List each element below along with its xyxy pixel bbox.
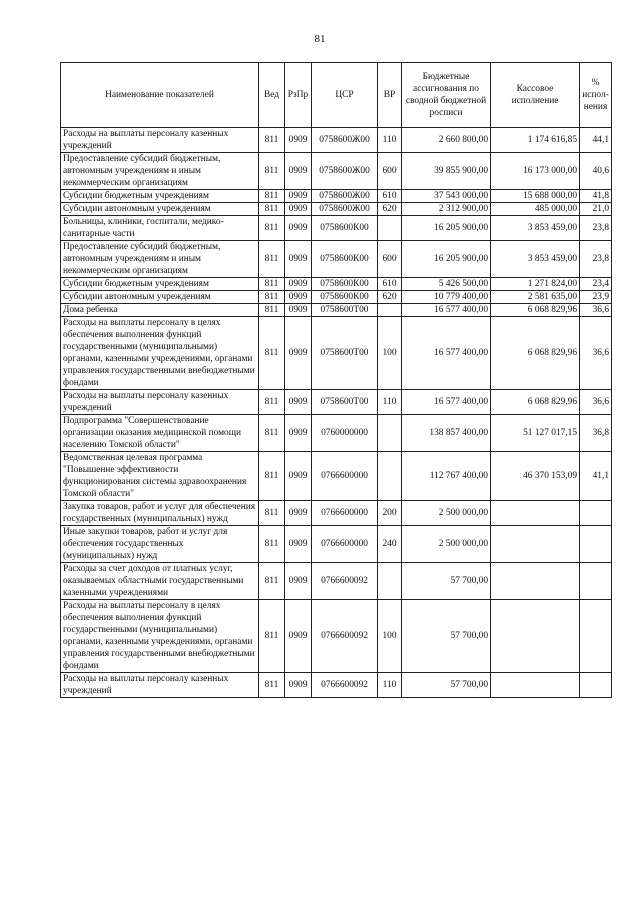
table-row xyxy=(61,291,612,304)
cell-csr: 0766600092 xyxy=(312,563,378,600)
cell-name: Подпрограмма "Совершенствование организации оказания медицинской помощи населению Томской области" xyxy=(61,415,259,452)
cell-rzpr: 0909 xyxy=(285,203,312,216)
cell-pct: 36,6 xyxy=(580,390,612,415)
cell-vr: 110 xyxy=(378,390,402,415)
cell-cash: 51 127 017,15 xyxy=(491,415,580,452)
cell-rzpr: 0909 xyxy=(285,278,312,291)
header-cash: Кассовое исполнение xyxy=(491,63,580,128)
cell-rzpr: 0909 xyxy=(285,317,312,390)
cell-pct: 36,8 xyxy=(580,415,612,452)
cell-csr: 0758600К00 xyxy=(312,278,378,291)
cell-name: Субсидии автономным учреждениям xyxy=(61,291,259,304)
cell-budget: 112 767 400,00 xyxy=(402,452,491,501)
cell-csr: 0766600000 xyxy=(312,452,378,501)
cell-name: Расходы за счет доходов от платных услуг, оказываемых областными государственными казенными учреждениями xyxy=(61,563,259,600)
cell-name: Расходы на выплаты персоналу в целях обеспечения выполнения функций государственными (муниципальными) органами, казенными учреждениями, органами управления государственными внебюджетными фондами xyxy=(61,317,259,390)
cell-budget: 16 577 400,00 xyxy=(402,390,491,415)
cell-ved: 811 xyxy=(259,203,285,216)
cell-budget: 2 660 800,00 xyxy=(402,128,491,153)
cell-name: Иные закупки товаров, работ и услуг для обеспечения государственных (муниципальных) нужд xyxy=(61,526,259,563)
table-row xyxy=(61,390,612,415)
cell-vr: 620 xyxy=(378,203,402,216)
cell-vr: 610 xyxy=(378,278,402,291)
cell-rzpr: 0909 xyxy=(285,600,312,673)
cell-ved: 811 xyxy=(259,452,285,501)
cell-vr: 110 xyxy=(378,673,402,698)
cell-cash: 6 068 829,96 xyxy=(491,317,580,390)
cell-vr: 100 xyxy=(378,600,402,673)
cell-pct xyxy=(580,563,612,600)
cell-vr: 610 xyxy=(378,190,402,203)
table-header-row xyxy=(61,63,612,128)
cell-vr: 600 xyxy=(378,153,402,190)
table-row xyxy=(61,526,612,563)
cell-csr: 0758600Т00 xyxy=(312,317,378,390)
table-row xyxy=(61,452,612,501)
cell-vr xyxy=(378,216,402,241)
cell-ved: 811 xyxy=(259,304,285,317)
table-row xyxy=(61,241,612,278)
cell-rzpr: 0909 xyxy=(285,241,312,278)
cell-rzpr: 0909 xyxy=(285,501,312,526)
cell-csr: 0766600092 xyxy=(312,673,378,698)
cell-rzpr: 0909 xyxy=(285,415,312,452)
cell-name: Расходы на выплаты персоналу в целях обеспечения выполнения функций государственными (муниципальными) органами, казенными учреждениями, органами управления государственными внебюджетными фондами xyxy=(61,600,259,673)
cell-pct: 41,1 xyxy=(580,452,612,501)
cell-cash: 46 370 153,09 xyxy=(491,452,580,501)
cell-ved: 811 xyxy=(259,153,285,190)
cell-budget: 2 500 000,00 xyxy=(402,501,491,526)
cell-vr xyxy=(378,304,402,317)
cell-csr: 0758600Ж00 xyxy=(312,128,378,153)
cell-budget: 138 857 400,00 xyxy=(402,415,491,452)
cell-cash xyxy=(491,563,580,600)
cell-budget: 16 205 900,00 xyxy=(402,241,491,278)
cell-cash xyxy=(491,600,580,673)
cell-cash: 6 068 829,96 xyxy=(491,390,580,415)
cell-pct: 36,6 xyxy=(580,304,612,317)
cell-vr: 600 xyxy=(378,241,402,278)
cell-pct: 41,8 xyxy=(580,190,612,203)
cell-rzpr: 0909 xyxy=(285,390,312,415)
cell-cash: 3 853 459,00 xyxy=(491,216,580,241)
cell-budget: 57 700,00 xyxy=(402,563,491,600)
table-row xyxy=(61,128,612,153)
cell-name: Субсидии бюджетным учреждениям xyxy=(61,278,259,291)
cell-rzpr: 0909 xyxy=(285,216,312,241)
cell-budget: 5 426 500,00 xyxy=(402,278,491,291)
table-row xyxy=(61,600,612,673)
cell-ved: 811 xyxy=(259,501,285,526)
table-row xyxy=(61,673,612,698)
cell-pct: 21,0 xyxy=(580,203,612,216)
cell-budget: 57 700,00 xyxy=(402,673,491,698)
cell-name: Расходы на выплаты персоналу казенных учреждений xyxy=(61,673,259,698)
cell-rzpr: 0909 xyxy=(285,563,312,600)
cell-budget: 39 855 900,00 xyxy=(402,153,491,190)
table-row xyxy=(61,415,612,452)
cell-cash: 1 174 616,85 xyxy=(491,128,580,153)
cell-pct: 44,1 xyxy=(580,128,612,153)
cell-name: Расходы на выплаты персоналу казенных учреждений xyxy=(61,390,259,415)
cell-name: Дома ребенка xyxy=(61,304,259,317)
cell-pct: 23,8 xyxy=(580,241,612,278)
header-ved: Вед xyxy=(259,63,285,128)
table-row xyxy=(61,216,612,241)
cell-csr: 0758600К00 xyxy=(312,241,378,278)
cell-vr: 620 xyxy=(378,291,402,304)
cell-name: Ведомственная целевая программа "Повышение эффективности функционирования системы здравоохранения Томской области" xyxy=(61,452,259,501)
cell-budget: 37 543 000,00 xyxy=(402,190,491,203)
table-row xyxy=(61,501,612,526)
cell-csr: 0766600000 xyxy=(312,501,378,526)
cell-pct xyxy=(580,526,612,563)
table-row xyxy=(61,190,612,203)
cell-csr: 0758600Ж00 xyxy=(312,190,378,203)
header-name: Наименование показателей xyxy=(61,63,259,128)
cell-pct xyxy=(580,600,612,673)
header-rzpr: РзПр xyxy=(285,63,312,128)
cell-vr: 110 xyxy=(378,128,402,153)
table-row xyxy=(61,317,612,390)
table-row xyxy=(61,153,612,190)
cell-csr: 0766600000 xyxy=(312,526,378,563)
cell-ved: 811 xyxy=(259,291,285,304)
cell-rzpr: 0909 xyxy=(285,190,312,203)
cell-budget: 57 700,00 xyxy=(402,600,491,673)
cell-csr: 0758600Т00 xyxy=(312,304,378,317)
cell-cash xyxy=(491,501,580,526)
cell-vr: 240 xyxy=(378,526,402,563)
cell-pct xyxy=(580,673,612,698)
cell-cash xyxy=(491,526,580,563)
cell-budget: 2 312 900,00 xyxy=(402,203,491,216)
header-budget: Бюджетные ассигнования по сводной бюджетной росписи xyxy=(402,63,491,128)
cell-ved: 811 xyxy=(259,673,285,698)
cell-vr xyxy=(378,563,402,600)
cell-rzpr: 0909 xyxy=(285,452,312,501)
cell-ved: 811 xyxy=(259,216,285,241)
cell-rzpr: 0909 xyxy=(285,153,312,190)
table-row xyxy=(61,278,612,291)
cell-ved: 811 xyxy=(259,600,285,673)
cell-cash: 1 271 824,00 xyxy=(491,278,580,291)
table-row xyxy=(61,304,612,317)
cell-pct: 36,6 xyxy=(580,317,612,390)
cell-budget: 16 577 400,00 xyxy=(402,317,491,390)
cell-ved: 811 xyxy=(259,390,285,415)
cell-cash: 2 581 635,00 xyxy=(491,291,580,304)
cell-rzpr: 0909 xyxy=(285,304,312,317)
cell-rzpr: 0909 xyxy=(285,526,312,563)
cell-pct xyxy=(580,501,612,526)
header-pct: % испол- нения xyxy=(580,63,612,128)
cell-name: Субсидии бюджетным учреждениям xyxy=(61,190,259,203)
cell-csr: 0758600Ж00 xyxy=(312,153,378,190)
cell-csr: 0758600К00 xyxy=(312,216,378,241)
cell-name: Закупка товаров, работ и услуг для обеспечения государственных (муниципальных) нужд xyxy=(61,501,259,526)
cell-budget: 10 779 400,00 xyxy=(402,291,491,304)
cell-pct: 23,9 xyxy=(580,291,612,304)
cell-cash: 3 853 459,00 xyxy=(491,241,580,278)
cell-name: Субсидии автономным учреждениям xyxy=(61,203,259,216)
cell-budget: 16 205 900,00 xyxy=(402,216,491,241)
cell-ved: 811 xyxy=(259,128,285,153)
cell-csr: 0766600092 xyxy=(312,600,378,673)
cell-rzpr: 0909 xyxy=(285,128,312,153)
cell-name: Предоставление субсидий бюджетным, автономным учреждениям и иным некоммерческим организациям xyxy=(61,241,259,278)
table-row xyxy=(61,563,612,600)
cell-csr: 0760000000 xyxy=(312,415,378,452)
cell-name: Больницы, клиники, госпитали, медико-санитарные части xyxy=(61,216,259,241)
cell-ved: 811 xyxy=(259,278,285,291)
cell-ved: 811 xyxy=(259,317,285,390)
cell-rzpr: 0909 xyxy=(285,673,312,698)
table-row xyxy=(61,203,612,216)
cell-csr: 0758600Ж00 xyxy=(312,203,378,216)
header-vr: ВР xyxy=(378,63,402,128)
cell-cash: 6 068 829,96 xyxy=(491,304,580,317)
cell-cash: 15 688 000,00 xyxy=(491,190,580,203)
cell-csr: 0758600К00 xyxy=(312,291,378,304)
cell-pct: 23,4 xyxy=(580,278,612,291)
cell-ved: 811 xyxy=(259,190,285,203)
cell-pct: 40,6 xyxy=(580,153,612,190)
cell-budget: 16 577 400,00 xyxy=(402,304,491,317)
cell-vr: 200 xyxy=(378,501,402,526)
cell-ved: 811 xyxy=(259,563,285,600)
cell-ved: 811 xyxy=(259,241,285,278)
cell-name: Расходы на выплаты персоналу казенных учреждений xyxy=(61,128,259,153)
cell-vr xyxy=(378,452,402,501)
budget-table xyxy=(60,62,612,698)
cell-cash: 16 173 000,00 xyxy=(491,153,580,190)
page-number: 81 xyxy=(314,33,326,45)
cell-ved: 811 xyxy=(259,415,285,452)
cell-ved: 811 xyxy=(259,526,285,563)
cell-budget: 2 500 000,00 xyxy=(402,526,491,563)
cell-cash xyxy=(491,673,580,698)
cell-vr xyxy=(378,415,402,452)
cell-rzpr: 0909 xyxy=(285,291,312,304)
header-csr: ЦСР xyxy=(312,63,378,128)
cell-pct: 23,8 xyxy=(580,216,612,241)
cell-vr: 100 xyxy=(378,317,402,390)
cell-name: Предоставление субсидий бюджетным, автономным учреждениям и иным некоммерческим организациям xyxy=(61,153,259,190)
cell-csr: 0758600Т00 xyxy=(312,390,378,415)
cell-cash: 485 000,00 xyxy=(491,203,580,216)
